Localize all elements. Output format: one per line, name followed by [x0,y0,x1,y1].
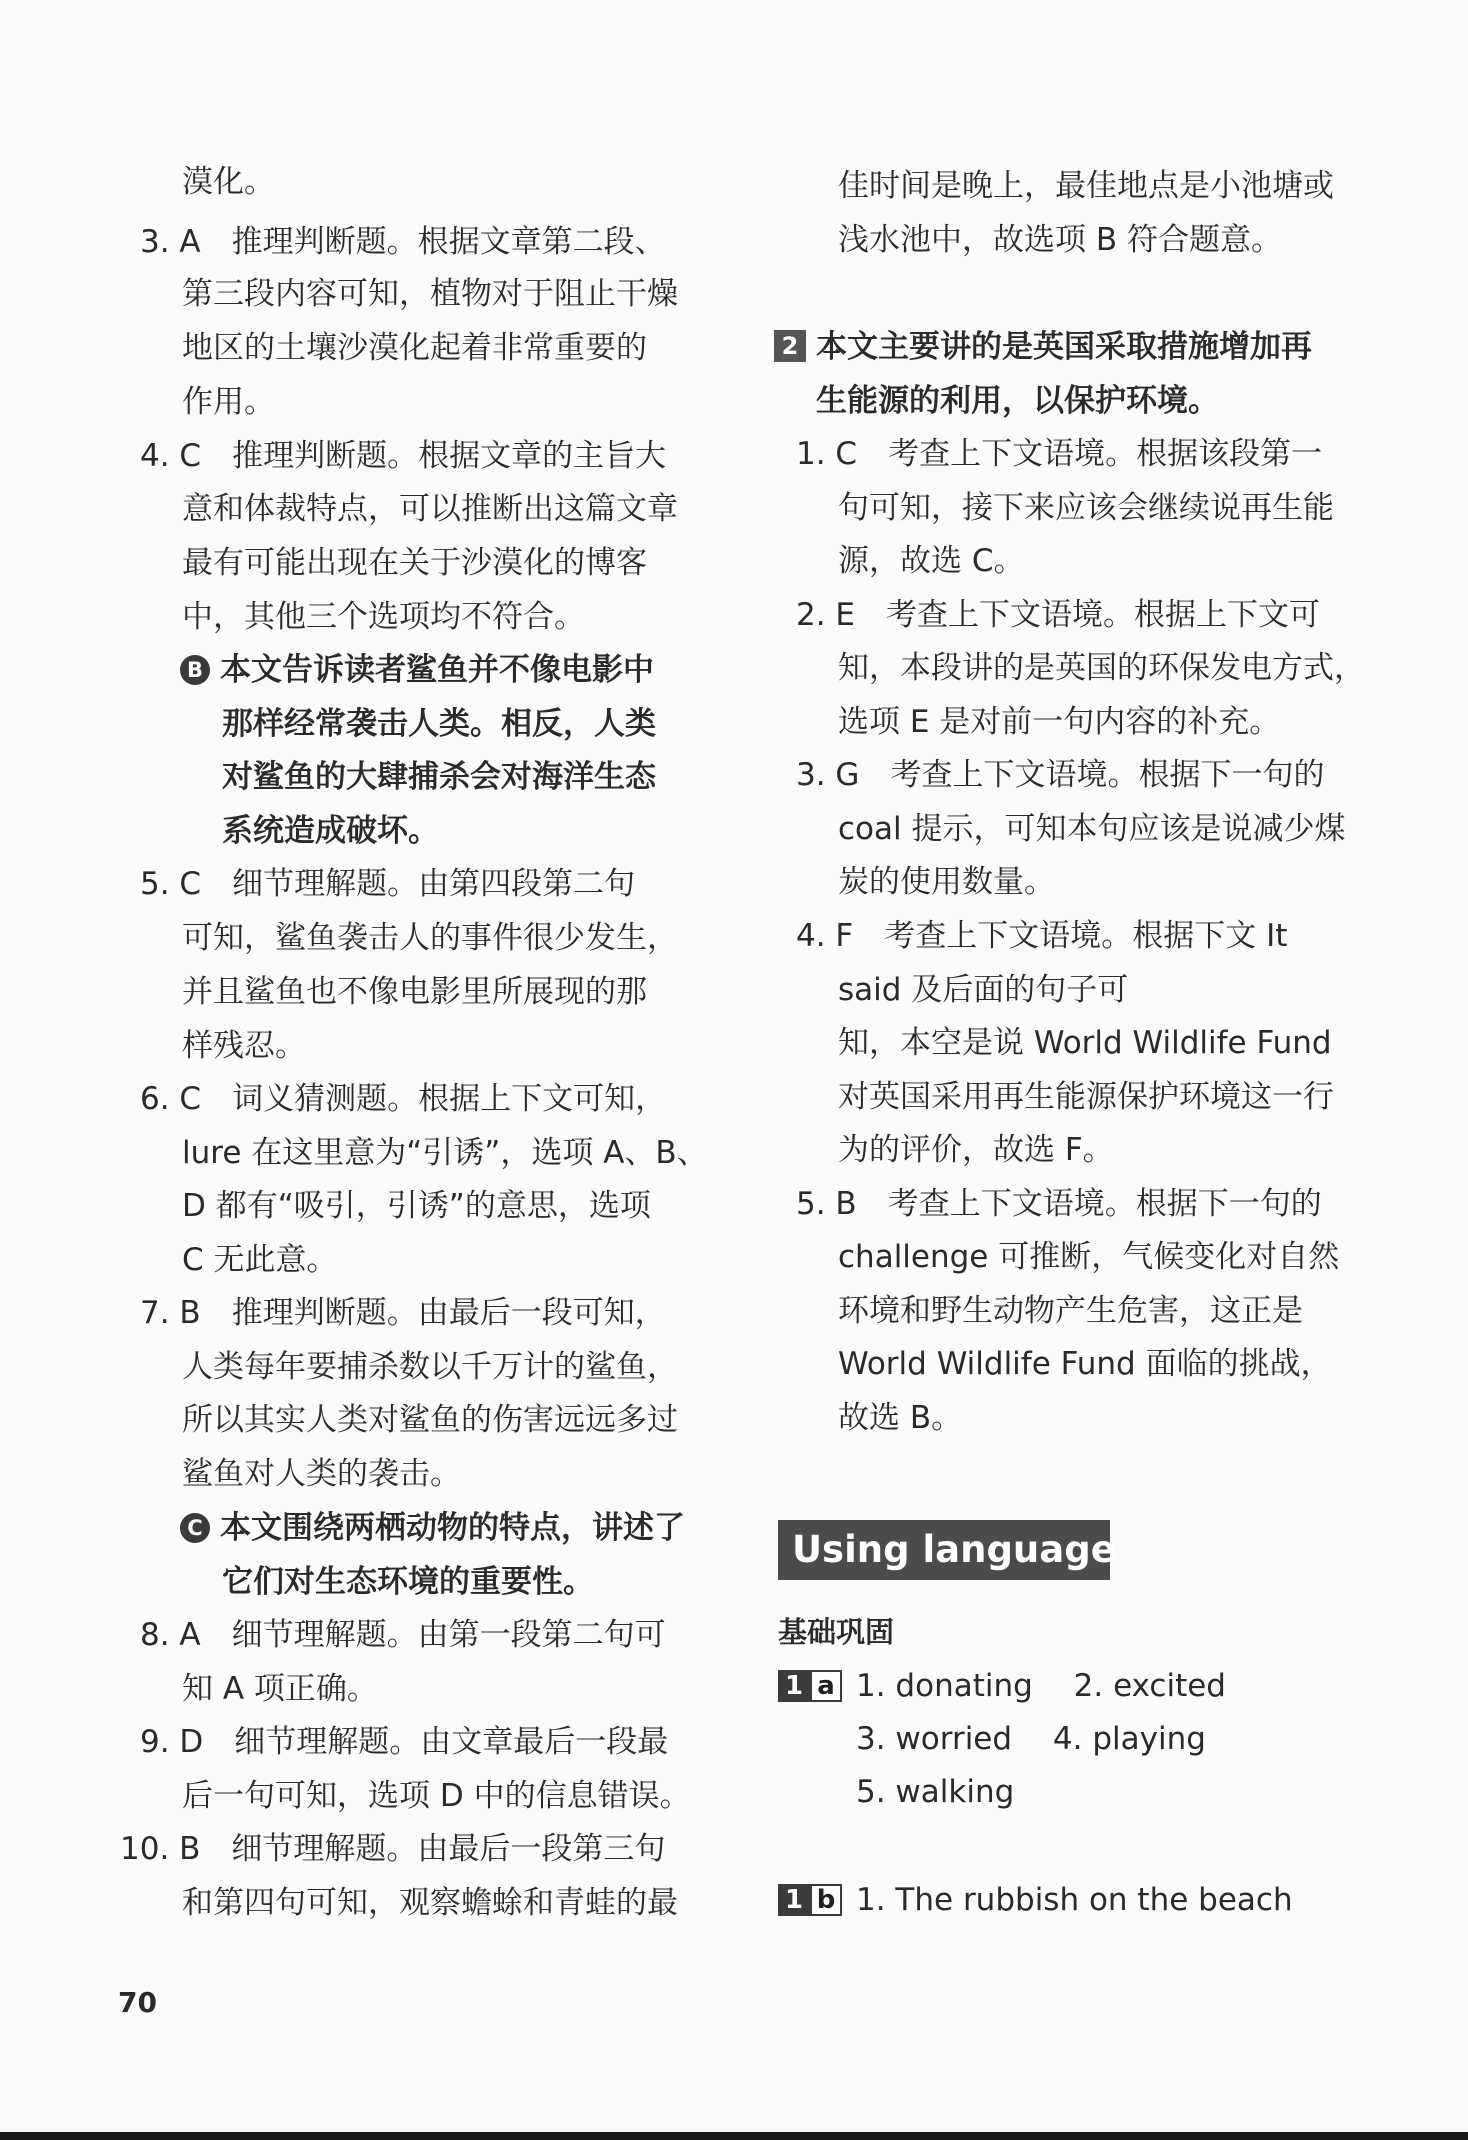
bottom-rule [0,2132,1468,2140]
text-line: 为的评价，故选 F。 [838,1132,1114,1168]
text-line: D 都有“吸引，引诱”的意思，选项 [182,1188,651,1224]
text-line: 选项 E 是对前一句内容的补充。 [838,704,1281,740]
answer-4: 4. F 考查上下文语境。根据下文 It [796,918,1288,954]
text-line: 环境和野生动物产生危害，这正是 [838,1293,1303,1329]
section-title: Using language [778,1520,1110,1580]
text-line: 炭的使用数量。 [838,864,1055,900]
answer-6: 6. C 词义猜测题。根据上下文可知， [140,1081,667,1117]
answer-10: 10. B 细节理解题。由最后一段第三句 [120,1831,666,1867]
text-line: 中，其他三个选项均不符合。 [182,599,585,635]
text-line: coal 提示，可知本句应该是说减少煤 [838,811,1346,847]
text-line: 作用。 [182,384,275,420]
answer-9: 9. D 细节理解题。由文章最后一段最 [140,1724,669,1760]
text-line: 那样经常袭击人类。相反，人类 [222,706,656,742]
exercise-letter: b [810,1884,842,1916]
exercise-letter: a [810,1670,842,1702]
passage-2-summary: 2 本文主要讲的是英国采取措施增加再 [774,327,1312,367]
subheading: 基础巩固 [778,1615,895,1649]
exercise-1b-line-1: 1. The rubbish on the beach [856,1882,1293,1918]
text-line: 并且鲨鱼也不像电影里所展现的那 [182,974,647,1010]
exercise-1a-badge [778,1670,842,1702]
exercise-1a-line-2: 3. worried 4. playing [856,1721,1206,1757]
text-line: said 及后面的句子可 [838,972,1129,1008]
exercise-1a-line-3: 5. walking [856,1774,1015,1810]
answer-1: 1. C 考查上下文语境。根据该段第一 [796,436,1323,472]
exercise-number: 1 [778,1670,810,1702]
passage-b-marker: B [180,655,210,685]
text-line: 第三段内容可知，植物对于阻止干燥 [182,276,678,312]
text-line: 最有可能出现在关于沙漠化的博客 [182,545,647,581]
text-line: 意和体裁特点，可以推断出这篇文章 [182,491,678,527]
answer-5: 5. B 考查上下文语境。根据下一句的 [796,1186,1322,1222]
answer-3: 3. A 推理判断题。根据文章第二段、 [140,224,666,260]
text-line: 所以其实人类对鲨鱼的伤害远远多过 [182,1402,678,1438]
text-line: 对鲨鱼的大肆捕杀会对海洋生态 [222,759,656,795]
answer-2: 2. E 考查上下文语境。根据上下文可 [796,597,1321,633]
text-line: 对英国采用再生能源保护环境这一行 [838,1079,1334,1115]
text-line: 后一句可知，选项 D 中的信息错误。 [182,1778,691,1814]
text-line: 系统造成破坏。 [222,813,439,849]
page-number: 70 [118,1986,157,2019]
exercise-number: 1 [778,1884,810,1916]
text-line: C 无此意。 [182,1242,338,1278]
text-line: lure 在这里意为“引诱”，选项 A、B、 [182,1135,708,1171]
text-line: 知，本空是说 World Wildlife Fund [838,1025,1332,1061]
exercise-1a-line-1: 1. donating 2. excited [856,1668,1226,1704]
answer-5: 5. C 细节理解题。由第四段第二句 [140,866,636,902]
text-line: 地区的土壤沙漠化起着非常重要的 [182,330,647,366]
passage-c-summary: C 本文围绕两栖动物的特点，讲述了 [180,1508,685,1548]
text-line: 源，故选 C。 [838,543,1025,579]
text-line: 佳时间是晚上，最佳地点是小池塘或 [838,168,1334,204]
passage-b-summary: B 本文告诉读者鲨鱼并不像电影中 [180,650,654,690]
passage-c-marker: C [180,1513,210,1543]
text-line: 知 A 项正确。 [182,1671,378,1707]
text-line: 它们对生态环境的重要性。 [222,1564,594,1600]
answer-7: 7. B 推理判断题。由最后一段可知， [140,1295,666,1331]
text-line: World Wildlife Fund 面临的挑战， [838,1346,1332,1382]
text-line: 和第四句可知，观察蟾蜍和青蛙的最 [182,1885,678,1921]
text-line: 鲨鱼对人类的袭击。 [182,1456,461,1492]
text-line: 故选 B。 [838,1400,963,1436]
answer-3: 3. G 考查上下文语境。根据下一句的 [796,757,1325,793]
answer-8: 8. A 细节理解题。由第一段第二句可 [140,1617,666,1653]
text-line: 人类每年要捕杀数以千万计的鲨鱼， [182,1349,678,1385]
text-line: 句可知，接下来应该会继续说再生能 [838,490,1334,526]
text-line: 知，本段讲的是英国的环保发电方式， [838,650,1365,686]
text-line: 生能源的利用，以保护环境。 [816,383,1219,419]
passage-2-marker: 2 [774,330,806,362]
answer-4: 4. C 推理判断题。根据文章的主旨大 [140,438,667,474]
text-line: 漠化。 [182,164,275,200]
text-line: challenge 可推断，气候变化对自然 [838,1239,1340,1275]
exercise-1b-badge [778,1884,842,1916]
text-line: 浅水池中，故选项 B 符合题意。 [838,222,1282,258]
text-line: 可知，鲨鱼袭击人的事件很少发生， [182,920,678,956]
text-line: 样残忍。 [182,1028,306,1064]
